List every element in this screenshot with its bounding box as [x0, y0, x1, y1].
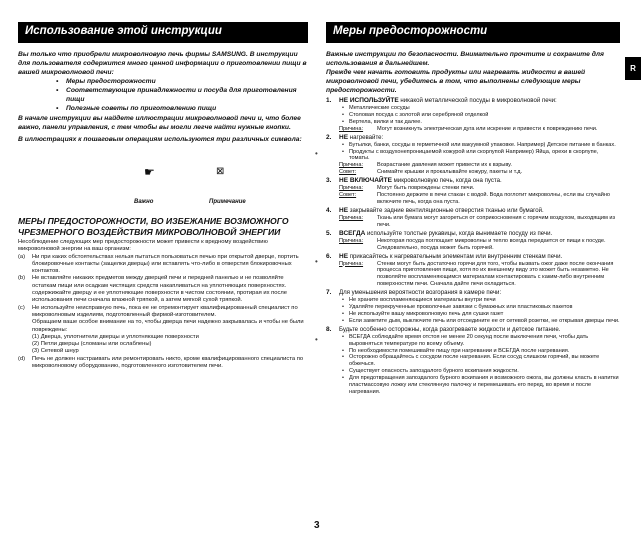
- bullet-marker: •: [315, 257, 318, 266]
- sub-item: • Продукты с воздухонепроницаемой кожурой или скорлупой Например) Яйца, орехи в скорлупе, томаты.: [349, 149, 620, 163]
- bullet-marker: •: [315, 149, 318, 158]
- item-text: Для уменьшения вероятности возгорания в камере печи:: [339, 289, 502, 297]
- warning-title: МЕРЫ ПРЕДОСТОРОЖНОСТИ, ВО ИЗБЕЖАНИЕ ВОЗМОЖНОГО ЧРЕЗМЕРНОГО ВОЗДЕЙСТВИЯ МИКРОВОЛНОВОЙ ЭНЕРГИИ: [18, 216, 289, 237]
- left-column: [18, 22, 308, 370]
- item-extra: Обращаем ваше особое внимание на то, чтобы дверца печи надежно закрывалась и чтобы не были повреждены:: [32, 319, 304, 333]
- note-key: Причина:: [339, 125, 364, 132]
- list-item: [326, 230, 620, 252]
- note-value: Постоянно держите в печи стакан с водой. Вода поглотит микроволны, если вы случайно включите печь, когда она пуста.: [377, 192, 611, 205]
- item-number: 3.: [326, 177, 332, 185]
- sub-item: • Если заметите дым, выключите печь или отсоедините ее от сетевой розетки, не открывая дверцы печи.: [349, 318, 620, 325]
- item-number: 8.: [326, 325, 332, 333]
- note-value: Стенки могут быть достаточно горячи для того, чтобы вызвать ожог даже после окончания процесса приготовления пищи, хотя по их внешнему виду это может быть незаметно. Не позволяйте воспламеняющимся материалам контактировать с каким-либо внутренним поверхностям печи. Сначала дайте печи охладиться.: [377, 260, 614, 288]
- item-text: микроволновую печь, когда она пуста.: [391, 177, 502, 185]
- note-key: Совет:: [339, 169, 357, 176]
- list-item: [326, 134, 620, 177]
- note-value: Возрастание давления может привести их к взрыву.: [377, 162, 512, 169]
- item-lead: ВСЕГДА: [339, 229, 366, 237]
- sub-item: • Вертела, вилки и так далее.: [349, 119, 620, 126]
- sub-item: • Существует опасность запоздалого бурного вскипания жидкости.: [349, 368, 620, 375]
- note-box-icon: ⊠: [216, 166, 225, 177]
- bullet-marker: •: [315, 335, 318, 344]
- item-text: Не вставляйте никаких предметов между дверцей печи и передней панелью и не позволяйте остаткам пищи или осадкам чистящих средств накапливаться на уплотняющих поверхностях. содержижайте дверцу и ее уплотняющие поверхности в чистом состоянии, протирая их после использования печи сначала влажной тряпкой, а затем мягкой сухой тряпкой.: [32, 275, 287, 304]
- item-text: Будьте особенно осторожны, когда разогреваете жидкости и детское питание.: [339, 325, 561, 333]
- note-key: Причина:: [339, 260, 364, 267]
- sub-item: • ВСЕГДА соблюдайте время отстоя не менее 20 секунд после выключения печи, чтобы дать выровняться температуре по всему объему.: [349, 334, 620, 348]
- sub-item: • Бутылки, банки, сосуды в герметичной или вакуумной упаковке. Например) Детское питание в банках.: [349, 142, 620, 149]
- item-tag: (c): [18, 304, 25, 311]
- item-lead: НЕ ИСПОЛЬЗУЙТЕ: [339, 97, 399, 104]
- item-text: Не используйте неисправную печь, пока ее не отремонтирует квалифицированный специалист по микроволновым изделиям, подготовленный фирмой-изготовителем.: [32, 304, 298, 318]
- list-item: [326, 177, 620, 206]
- note-key: Причина:: [339, 214, 364, 221]
- list-item: [18, 305, 308, 356]
- sub-item: • По необходимости помешивайте пищу при нагревании и ВСЕГДА после нагревания.: [349, 348, 620, 355]
- legend-label-note: Примечание: [209, 199, 246, 205]
- sub-item: • Не храните воспламеняющиеся материалы внутри печи: [349, 297, 620, 304]
- sub-item: • Не используйте вашу микроволновую печь для сушки газет: [349, 311, 620, 318]
- list-item: • Соответствующие принадлежности и посуда для приготовления пищи: [66, 86, 308, 104]
- symbol-legend: [18, 166, 308, 212]
- item-text: используйте толстые рукавицы, когда вынимаете посуду из печи.: [365, 229, 553, 237]
- item-number: 5.: [326, 229, 332, 237]
- intro-text: Вы только что приобрели микроволновую печь фирмы SAMSUNG. В инструкции для пользователя содержится много ценной информации о приготовлении пищи в вашей микроволновой печи:: [18, 51, 307, 76]
- item-number: 7.: [326, 289, 332, 297]
- item-tag: (a): [18, 253, 26, 260]
- sub-item: (3) Сетевой шнур: [32, 348, 79, 355]
- list-item: [18, 356, 308, 371]
- list-item: [326, 289, 620, 325]
- item-number: 4.: [326, 206, 332, 214]
- item-text: никакой металлической посуды в микроволновой печи:: [398, 97, 557, 104]
- item-lead: НЕ: [339, 133, 349, 141]
- sub-item: • Металлические сосуды: [349, 105, 620, 112]
- intro-bullets: [18, 77, 308, 113]
- item-tag: (b): [18, 275, 26, 282]
- list-item: [18, 254, 308, 276]
- item-number: 1.: [326, 97, 332, 104]
- section-heading-usage: Использование этой инструкции: [18, 22, 308, 43]
- note-key: Причина:: [339, 237, 364, 244]
- item-tag: (d): [18, 355, 26, 362]
- section-heading-precautions: Меры предосторожности: [326, 22, 620, 43]
- list-item: • Полезные советы по приготовлению пищи: [66, 104, 308, 113]
- list-item: [326, 253, 620, 289]
- list-item: [18, 275, 308, 304]
- note-value: Могут возникнуть электрическая дуга или искрение и привести к повреждению печи.: [377, 125, 598, 132]
- note-key: Причина:: [339, 185, 364, 192]
- note-key: Совет:: [339, 192, 357, 199]
- sub-item: • Удаляйте перекрученные проволочные завязки с бумажных или пластиковых пакетов: [349, 304, 620, 311]
- list-item: [326, 326, 620, 396]
- sub-item: (2) Петли дверцы (сломаны или ослаблены): [32, 341, 152, 348]
- item-lead: НЕ ВКЛЮЧАЙТЕ: [339, 177, 392, 185]
- precautions-intro: Важные инструкции по безопасности. Внимательно прочтите и сохраните для использования в дальнейшем.: [326, 51, 604, 67]
- language-tab: R: [625, 57, 641, 80]
- note-value: Ткань или бумага могут загореться от соприкосновения с горячим воздухом, выходящим из печи.: [377, 214, 616, 228]
- warning-intro: Несоблюдение следующих мер предосторожности может привести к вредному воздействию микроволновой энергии на ваш организм:: [18, 239, 268, 253]
- sub-item: • Для предотвращения запоздалого бурного вскипания и возможного ожога, вы должны класть в напитки пластмассовую ложку или стеклянную палочку и перемешивать его перед, во время и после нагревания.: [349, 375, 620, 396]
- intro-paragraph-3: В иллюстрациях к пошаговым операциям используются три различных символа:: [18, 136, 302, 143]
- list-item: • Меры предосторожности: [66, 77, 308, 86]
- warning-list: [18, 254, 308, 371]
- precautions-list: [326, 97, 620, 396]
- item-text: нагревайте:: [348, 133, 384, 141]
- note-value: Некоторая посуда поглощает микроволны и тепло всегда передается от пищи к посуде. Следовательно, посуда может быть горячей.: [377, 237, 606, 251]
- sub-item: • Осторожно обращайтесь с сосудом после нагревания. Если сосуд слишком горячий, вы можете обжечься.: [349, 354, 620, 368]
- precautions-intro-2: Прежде чем начать готовить продукты или нагревать жидкости в вашей микроволновой печи, убедитесь в том, что выполнены следующие меры предосторожности.: [326, 69, 586, 94]
- right-column: [326, 22, 620, 396]
- list-item: [326, 97, 620, 133]
- item-lead: НЕ: [339, 252, 349, 260]
- sub-item: (1) Дверца, уплотнители дверцы и уплотняющие поверхности: [32, 333, 199, 340]
- list-item: [326, 207, 620, 229]
- note-key: Причина:: [339, 162, 364, 169]
- hand-point-icon: ☛: [144, 165, 155, 179]
- item-number: 6.: [326, 252, 332, 260]
- item-text: Ни при каких обстоятельствах нельзя пытаться пользоваться печью при открытой дверце, портить блокировочные контакты (защелки дверцы) или вставлять что-либо в отверстия блокировочных контактов.: [32, 253, 299, 275]
- item-lead: НЕ: [339, 206, 349, 214]
- item-text: Печь не должен настраивать или ремонтировать никто, кроме квалифицированного специалиста по микроволновому оборудованию, подготовленного изготовителем печи.: [32, 355, 304, 370]
- item-number: 2.: [326, 133, 332, 141]
- item-text: прикасайтесь к нагревательным элементам или внутренним стенкам печи.: [348, 252, 563, 260]
- intro-paragraph-2: В начале инструкции вы найдете иллюстрации микроволновой печи и, что более важно, панели управления, с тем чтобы вы могли легче найти нужные кнопки.: [18, 115, 301, 131]
- page-number: 3: [314, 520, 320, 531]
- legend-label-important: Важно: [134, 199, 154, 205]
- note-value: Могут быть повреждены стенки печи.: [377, 185, 475, 192]
- note-value: Снимайте крышки и прокалывайте кожуру, пакеты и т.д.: [377, 169, 523, 176]
- item-text: закрывайте задние вентиляционные отверстия тканью или бумагой.: [348, 206, 544, 214]
- sub-item: • Столовая посуда с золотой или серебряной отделкой: [349, 112, 620, 119]
